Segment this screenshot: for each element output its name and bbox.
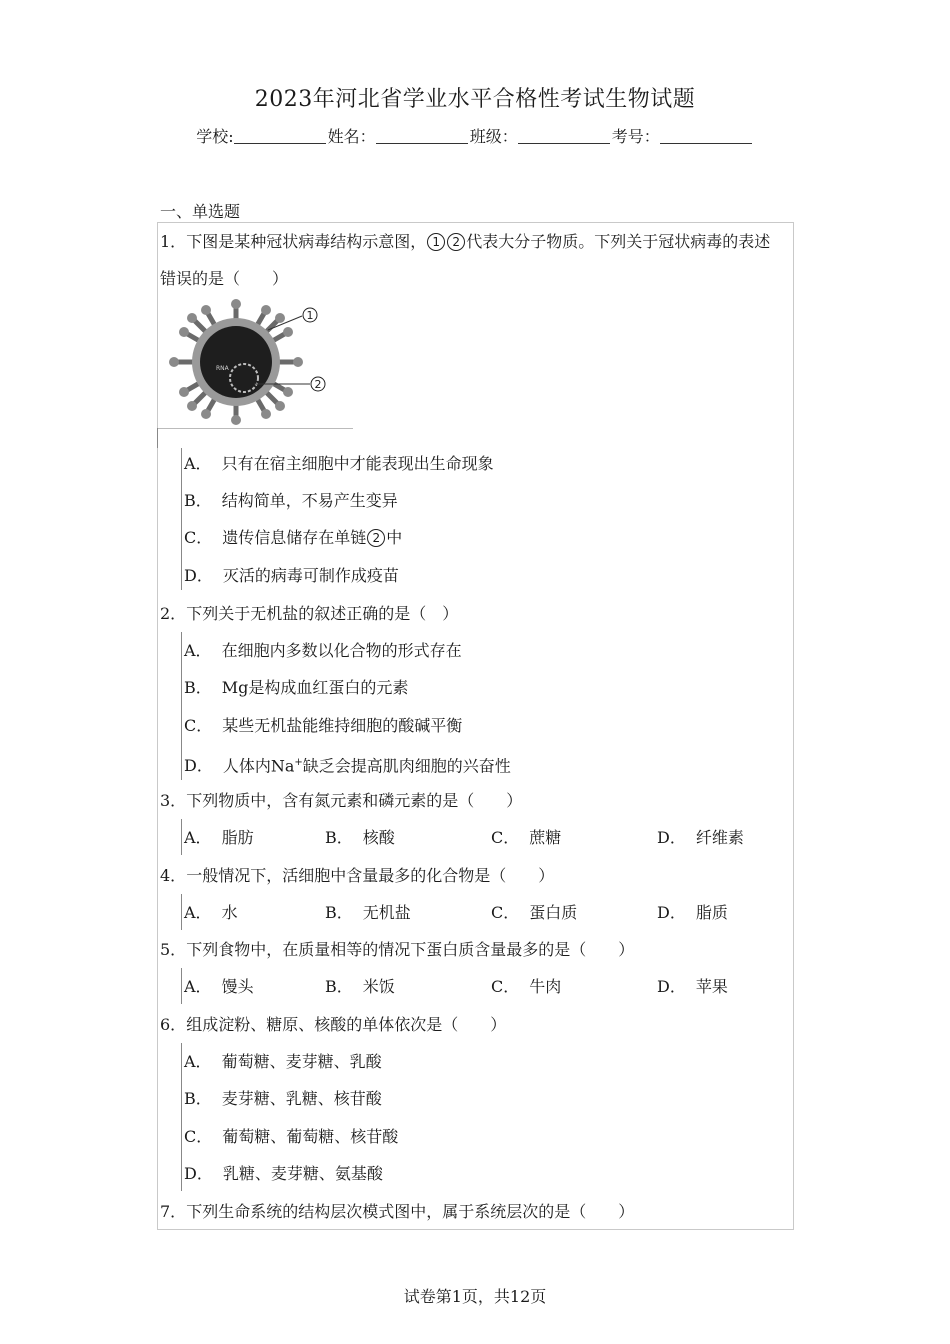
option-text: 人体内Na [222,756,295,776]
options-bracket-q6 [181,1043,182,1191]
q1-option-d[interactable] [184,565,399,587]
option-letter: D． [657,977,686,996]
options-bracket-q1 [181,448,182,590]
option-text: 纤维素 [695,828,744,847]
option-text: 某些无机盐能维持细胞的酸碱平衡 [222,716,463,735]
question-text: 一般情况下，活细胞中含量最多的化合物是（ ） [186,866,555,885]
option-text: 麦芽糖、乳糖、核苷酸 [221,1089,382,1108]
question-text: 下列食物中，在质量相等的情况下蛋白质含量最多的是（ ） [186,940,635,959]
school-label: 学校: [196,127,234,146]
coronavirus-structure-figure [158,296,353,428]
q3-option-c[interactable] [491,827,561,849]
question-text: 下列物质中，含有氮元素和磷元素的是（ ） [186,791,523,810]
option-text: 葡萄糖、葡萄糖、核苷酸 [222,1127,399,1146]
option-text-tail: 缺乏会提高肌肉细胞的兴奋性 [302,756,511,776]
rna-label: RNA [216,365,229,372]
option-letter: C． [491,903,520,922]
name-blank[interactable] [376,129,468,144]
question-number: 4． [160,866,187,885]
option-letter: A． [184,454,212,473]
options-bracket-q4 [181,894,182,930]
label-2-text: 2 [314,378,322,391]
q6-option-c[interactable] [184,1126,398,1148]
option-text: 乳糖、麦芽糖、氨基酸 [222,1164,383,1183]
circled-number-2: 2 [367,529,385,547]
question-number: 5． [160,940,187,959]
option-text: 灭活的病毒可制作成疫苗 [222,566,399,585]
option-text: 只有在宿主细胞中才能表现出生命现象 [221,454,494,473]
question-1 [160,231,770,253]
option-letter: D． [184,1164,213,1183]
q2-option-d[interactable] [184,752,511,777]
q6-option-a[interactable] [184,1051,382,1073]
option-letter: B． [184,1089,212,1108]
exam-no-label: 考号： [611,127,660,146]
option-letter: C． [491,977,520,996]
class-label: 班级： [469,127,518,146]
virus-core [200,326,272,398]
option-text: 葡萄糖、麦芽糖、乳酸 [221,1052,382,1071]
option-text: 蔗糖 [529,828,562,847]
class-blank[interactable] [518,129,610,144]
option-letter: B． [184,678,212,697]
option-text: 脂肪 [221,828,254,847]
option-letter: B． [325,977,353,996]
question-text: 下列生命系统的结构层次模式图中，属于系统层次的是（ ） [186,1202,635,1221]
option-letter: B． [184,491,212,510]
question-number: 2． [160,604,187,623]
q2-option-c[interactable] [184,715,462,737]
option-text: 苹果 [695,977,728,996]
question-3 [160,790,522,812]
q3-option-d[interactable] [657,827,744,849]
question-6 [160,1014,506,1036]
q4-option-c[interactable] [491,902,577,924]
q2-option-a[interactable] [184,640,462,662]
option-text: 结构简单，不易产生变异 [221,491,398,510]
options-bracket-q5 [181,968,182,1004]
option-letter: A． [184,903,212,922]
bracket-line [157,428,158,448]
option-text: 在细胞内多数以化合物的形式存在 [221,641,462,660]
question-7 [160,1201,634,1223]
circled-number-1: 1 [427,233,445,251]
q4-option-b[interactable] [325,902,411,924]
option-letter: B． [325,828,353,847]
option-letter: C． [184,528,213,547]
q1-option-c[interactable] [184,527,402,549]
option-letter: A． [184,977,212,996]
option-text: 核酸 [362,828,395,847]
section-heading: 一、单选题 [160,202,241,221]
option-letter: C． [491,828,520,847]
question-text: 下列关于无机盐的叙述正确的是（ ） [186,604,459,623]
school-blank[interactable] [234,129,326,144]
option-text: 馒头 [221,977,254,996]
exam-title: 2023年河北省学业水平合格性考试生物试题 [254,87,696,112]
option-text: 牛肉 [529,977,562,996]
question-text-cont: 代表大分子物质。下列关于冠状病毒的表述 [466,232,771,251]
question-4 [160,865,554,887]
q5-option-b[interactable] [325,976,395,998]
question-5 [160,939,634,961]
question-number: 3． [160,791,187,810]
option-text: Mg是构成血红蛋白的元素 [221,678,409,697]
options-bracket-q3 [181,819,182,855]
q1-option-a[interactable] [184,453,494,475]
option-text: 米饭 [362,977,395,996]
q4-option-d[interactable] [657,902,728,924]
question-number: 7． [160,1202,187,1221]
q3-option-b[interactable] [325,827,395,849]
option-letter: D． [184,566,213,585]
q2-option-b[interactable] [184,677,408,699]
option-text: 水 [221,903,238,922]
q1-option-b[interactable] [184,490,398,512]
option-letter: D． [657,903,686,922]
page-footer: 试卷第1页，共12页 [403,1287,547,1306]
option-letter: D． [184,756,213,776]
option-text: 无机盐 [362,903,411,922]
option-text-tail: 中 [386,528,403,547]
superscript-plus: + [294,757,303,768]
option-text: 蛋白质 [529,903,578,922]
figure-baseline [158,428,353,429]
option-letter: A． [184,641,212,660]
option-text: 脂质 [695,903,728,922]
question-text: 组成淀粉、糖原、核酸的单体依次是（ ） [186,1015,507,1034]
options-bracket-q2 [181,632,182,780]
question-number: 6． [160,1015,187,1034]
q5-option-c[interactable] [491,976,561,998]
q3-option-a[interactable] [184,827,254,849]
option-letter: B． [325,903,353,922]
question-number: 1． [160,232,187,251]
q6-option-b[interactable] [184,1088,382,1110]
option-letter: C． [184,1127,213,1146]
option-letter: A． [184,828,212,847]
question-2 [160,603,458,625]
q5-option-d[interactable] [657,976,728,998]
q4-option-a[interactable] [184,902,238,924]
label-1-text: 1 [306,309,314,322]
option-letter: A． [184,1052,212,1071]
question-text: 下图是某种冠状病毒结构示意图， [186,232,427,251]
student-info-line [0,124,950,147]
option-letter: C． [184,716,213,735]
option-letter: D． [657,828,686,847]
question-1-line2: 错误的是（ ） [160,269,289,288]
exam-no-blank[interactable] [660,129,752,144]
q5-option-a[interactable] [184,976,254,998]
name-label: 姓名： [327,127,376,146]
q6-option-d[interactable] [184,1163,383,1185]
option-text: 遗传信息储存在单链 [222,528,367,547]
circled-number-2: 2 [447,233,465,251]
